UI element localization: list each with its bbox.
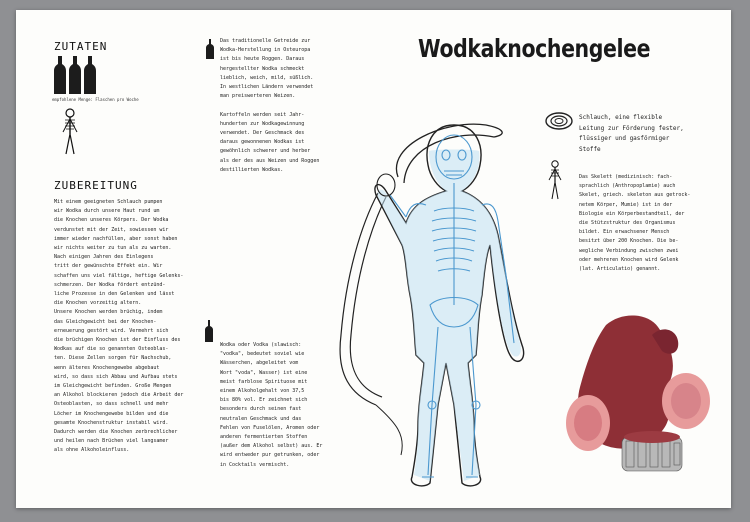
bottles-icon <box>52 54 102 96</box>
zubereitung-heading: ZUBEREITUNG <box>54 179 138 192</box>
wodka-text: Wodka oder Vodka (slawisch: "vodka", bedeutet soviel wie Wässerchen, abgeleitet vom Wort "voda", Wasser) ist eine meist farblose Spirituose mit einem Alkoholgehalt von 37,5 bis 80% vol. Er zeichnet sich besonders durch seinen fast neutralen Geschmack und das Fehlen von Fuselölen, Aromen oder anderen fermentierten Stoffen (außer dem Alkohol selbst) aus. Er wird entweder pur getrunken, oder in Cocktails vermischt. <box>220 342 323 468</box>
zutaten-caption: empfohlene Menge: Flaschen pro Woche <box>52 97 139 102</box>
zubereitung-text: Mit einem geeigneten Schlauch pumpen wir Wodka durch unsere Haut rund um die Knochen unseres Körpers. Der Wodka verdunstet mit der Zeit, sowiessen wir immer wieder nachfüllen, aber sonst haben wir nichts weiter zu tun als zu warten. Nach einigen Jahren des Einlegens tritt der gewünschte Effekt ein. Wir schaffen uns viel fältige, heftige Gelenks- schmerzen. Der Wodka fördert entzünd- liche Prozesse in den Gelenken und lässt die Knochen vorzeitig altern. Unsere Knochen werden brüchig, indem das Gleichgewicht bei der Knochen- erneuerung gestört wird. Vermehrt sich die brüchigen Knochen ist der Einfluss des Wodkas auf die so genannten Osteoblas- ten. Diese Zellen sorgen für Nachschub, wenn älteres Knochengewebe abgebaut wird, so dass sich Abbau und Aufbau stets im Gleichgewicht befinden. Große Mengen an Alkohol blockieren jedoch die Arbeit der Osteoblasten, so dass schnell und mehr Löcher im Knochengewebe bilden und die gesamte Knochenstruktur instabil wird. Dadurch werden die Knochen zerbrechlicher und heilen nach Brüchen viel langsamer als ohne Alkoholeinfluss. <box>54 199 184 454</box>
schlauch-text: Schlauch, eine flexible Leitung zur Förderung fester, flüssiger und gasförmiger Stoffe <box>579 114 684 153</box>
jelly-collage-illustration <box>566 305 726 485</box>
bottle-icon <box>205 39 215 59</box>
zutaten-heading: ZUTATEN <box>54 40 108 53</box>
bottle-icon-lower <box>204 320 214 342</box>
getreide-text: Das traditionelle Getreide zur Wodka-Herstellung in Osteuropa ist bis heute Roggen. Daraus hergestellter Wodka schmeckt lieblich, weich, mild, süßlich. In westlichen Ländern verwendet man preiswerteren Weizen. Kartoffeln werden seit Jahr- hunderten zur Wodkagewinnung verwendet. Der Geschmack des daraus gewonnenen Wodkas ist gewöhnlich schwerer und herber als der des aus Weizen und Roggen destillierten Wodkas. <box>220 38 320 173</box>
small-skeleton-icon <box>60 108 80 156</box>
skelett-text: Das Skelett (medizinisch: fach- sprachlich (Anthropoplamie) auch Skelet, griech. skeleton aus getrock- netem Körper, Mumie) ist in der Biologie ein Körperbestandteil, der die Stützstruktur des Organismus bildet. Ein erwachsener Mensch besitzt über 200 Knochen. Die be- wegliche Verbindung zwischen zwei oder mehreren Knochen wird Gelenk (lat. Articulatio) genannt. <box>579 174 691 273</box>
page-title: Wodkaknochengelee <box>418 34 651 63</box>
magazine-page <box>16 10 731 508</box>
vodka-skeleton-illustration <box>306 105 566 495</box>
